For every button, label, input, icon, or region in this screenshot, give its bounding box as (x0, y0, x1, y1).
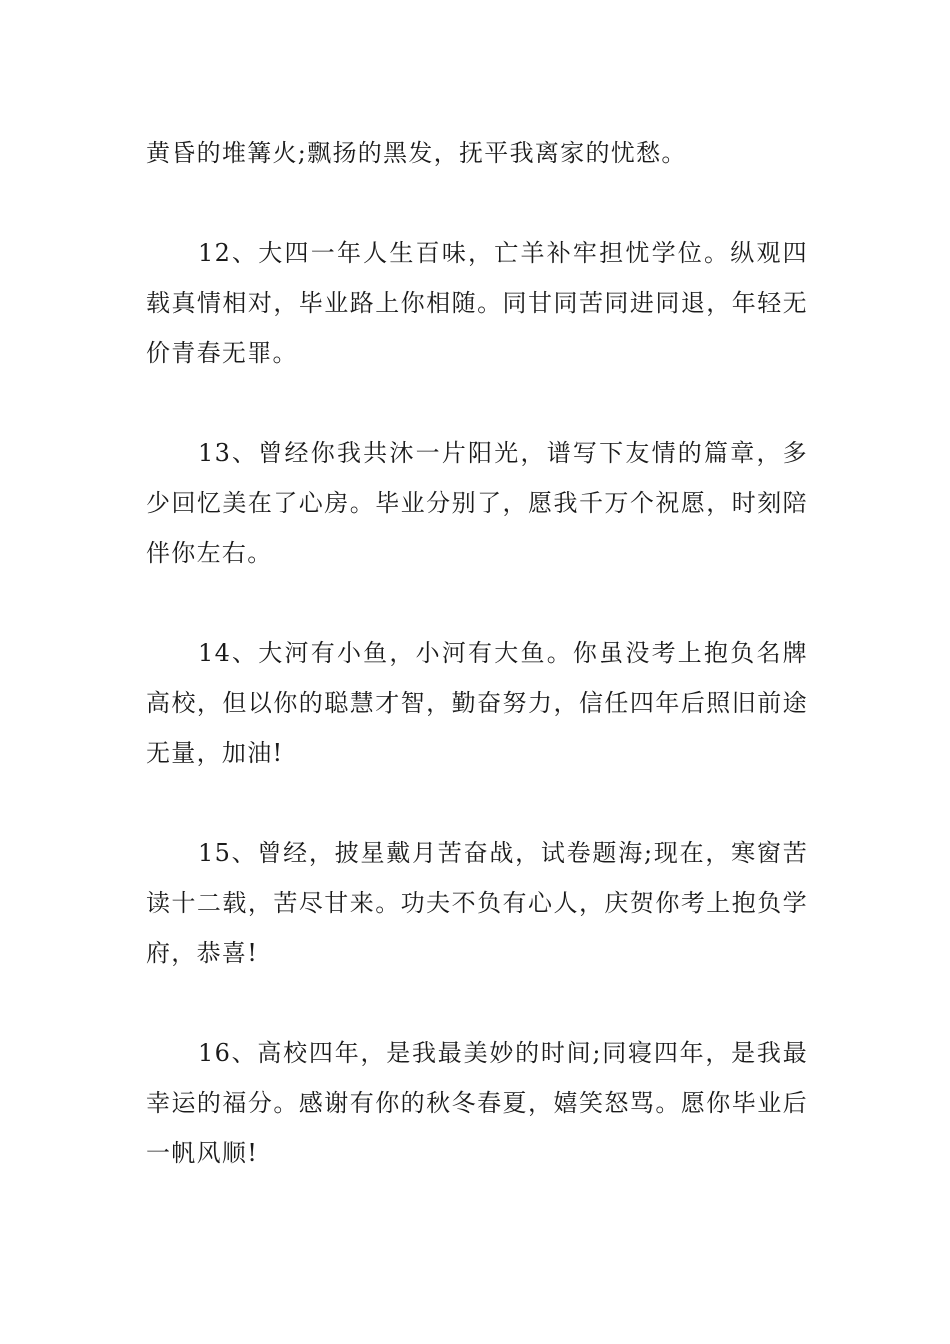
paragraph-13: 13、曾经你我共沐一片阳光，谱写下友情的篇章，多少回忆美在了心房。毕业分别了，愿我千万个祝愿，时刻陪伴你左右。 (146, 439, 808, 567)
paragraph-14: 14、大河有小鱼，小河有大鱼。你虽没考上抱负名牌高校，但以你的聪慧才智，勤奋努力，信任四年后照旧前途无量，加油! (146, 639, 808, 767)
paragraph-16: 16、高校四年，是我最美妙的时间;同寝四年，是我最幸运的福分。感谢有你的秋冬春夏，嬉笑怒骂。愿你毕业后一帆风顺! (146, 1039, 808, 1167)
document-body (146, 128, 808, 1178)
paragraph-continuation: 黄昏的堆篝火;飘扬的黑发，抚平我离家的忧愁。 (146, 139, 687, 167)
paragraph-12: 12、大四一年人生百味，亡羊补牢担忧学位。纵观四载真情相对，毕业路上你相随。同甘同苦同进同退，年轻无价青春无罪。 (146, 239, 808, 367)
paragraph-15: 15、曾经，披星戴月苦奋战，试卷题海;现在，寒窗苦读十二载，苦尽甘来。功夫不负有心人，庆贺你考上抱负学府，恭喜! (146, 839, 808, 967)
